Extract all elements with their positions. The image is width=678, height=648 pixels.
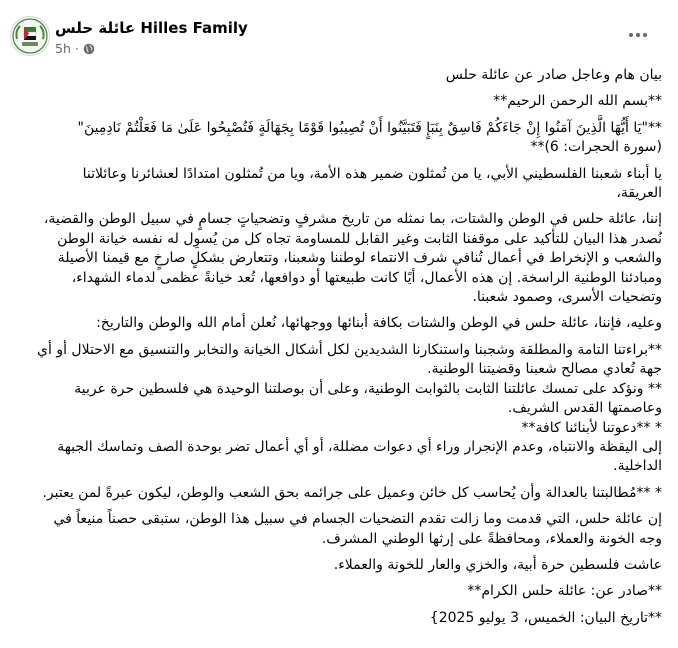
post-body xyxy=(36,66,662,635)
post-paragraph: **صادر عن: عائلة حلس الكرام** xyxy=(467,583,662,600)
post-paragraph: * **مُطالبتنا بالعدالة وأن يُحاسب كل خائن وعميل على جرائمه بحق الشعب والوطن، ليكون عبرةً لمن يعتبر. xyxy=(42,484,662,501)
post-paragraph: بيان هام وعاجل صادر عن عائلة حلس xyxy=(445,67,662,83)
post-paragraph: إن عائلة حلس، التي قدمت وما زالت تقدم التضحيات الجسام في سبيل هذا الوطن، ستبقى حصناً منيعاً في وجه الخونة والعملاء، ومحافظةً على إرثها الوطني المشرف. xyxy=(53,511,662,547)
post-paragraph: **بسم الله الرحمن الرحيم** xyxy=(493,93,662,110)
post-paragraph: عاشت فلسطين حرة أبية، والخزي والعار للخونة والعملاء. xyxy=(333,556,662,573)
post-paragraph: **براءتنا التامة والمطلقة وشجبنا واستنكارنا الشديدين لكل أشكال الخيانة والتخابر والتنسيق مع الاحتلال أو أي جهة تُعادي مصالح شعبنا وقضيتنا الوطنية. ** ونؤكد على تمسك عائلتنا الثابت بالثوابت الوطنية، وعلى أن بوصلتنا الوحيدة هي فلسطين حرة عربية وعاصمتها القدس الشريف. * **دعوتنا لأبنائنا كافة** إلى اليقظة والانتباه، وعدم الإنجرار وراء أي دعوات مضللة، أو أي أعمال تضر بوحدة الصف وتماسك الجبهة الداخلية. xyxy=(37,341,662,475)
more-horizontal-icon xyxy=(628,32,648,38)
post-meta xyxy=(55,41,95,56)
author-name[interactable]: عائلة حلس Hilles Family xyxy=(55,19,248,37)
more-options-button[interactable] xyxy=(626,23,650,47)
post-paragraph: إننا، عائلة حلس في الوطن والشتات، بما نمثله من تاريخ مشرفٍ وتضحياتٍ جسامٍ في سبيل الوطن والقضية، نُصدر هذا البيان للتأكيد على موقفنا الثابت وغير القابل للمساومة تجاه كل من يُسوِل له نفسه خيانة الوطن والشعب و الإنخراط في أعمال تُنافي شرف الانتماء لوطننا وشعبنا، وتتعارض بشكلٍ صارخٍ مع قيمنا الأصيلة ومبادئنا الوطنية الراسخة. إن هذه الأعمال، أيًا كانت طبيعتها أو دوافعها، تُعد خيانةً عظمى لدماء الشهداء، وتضحيات الأسرى، وصمود شعبنا. xyxy=(43,211,662,306)
post-paragraph: يا أبناء شعبنا الفلسطيني الأبي، يا من تُمثلون ضمير هذه الأمة، ويا من تُمثلون امتدادًا لعشائرنا وعائلاتنا العريقة، xyxy=(82,165,662,202)
meta-separator: · xyxy=(74,41,79,56)
post-paragraph: وعليه، فإننا، عائلة حلس في الوطن والشتات بكافة أبنائها ووجهائها، نُعلن أمام الله والوطن والتاريخ: xyxy=(96,315,662,332)
avatar[interactable] xyxy=(10,16,50,56)
post-header xyxy=(10,14,660,58)
post-paragraph: **تاريخ البيان: الخميس، 3 يوليو 2025} xyxy=(429,609,662,626)
post-timestamp[interactable]: 5h xyxy=(55,41,71,56)
globe-icon xyxy=(83,43,95,55)
post-paragraph: **"يَا أَيُّهَا الَّذِينَ آمَنُوا إِنْ جَاءَكُمْ فَاسِقٌ بِنَبَإٍ فَتَبَيَّنُوا أَنْ تُصِيبُوا قَوْمًا بِجَهَالَةٍ فَتُصْبِحُوا عَلَىٰ مَا فَعَلْتُمْ نَادِمِينَ" (سورة الحجرات: 6)** xyxy=(77,119,662,156)
family-crest-logo xyxy=(11,17,49,55)
